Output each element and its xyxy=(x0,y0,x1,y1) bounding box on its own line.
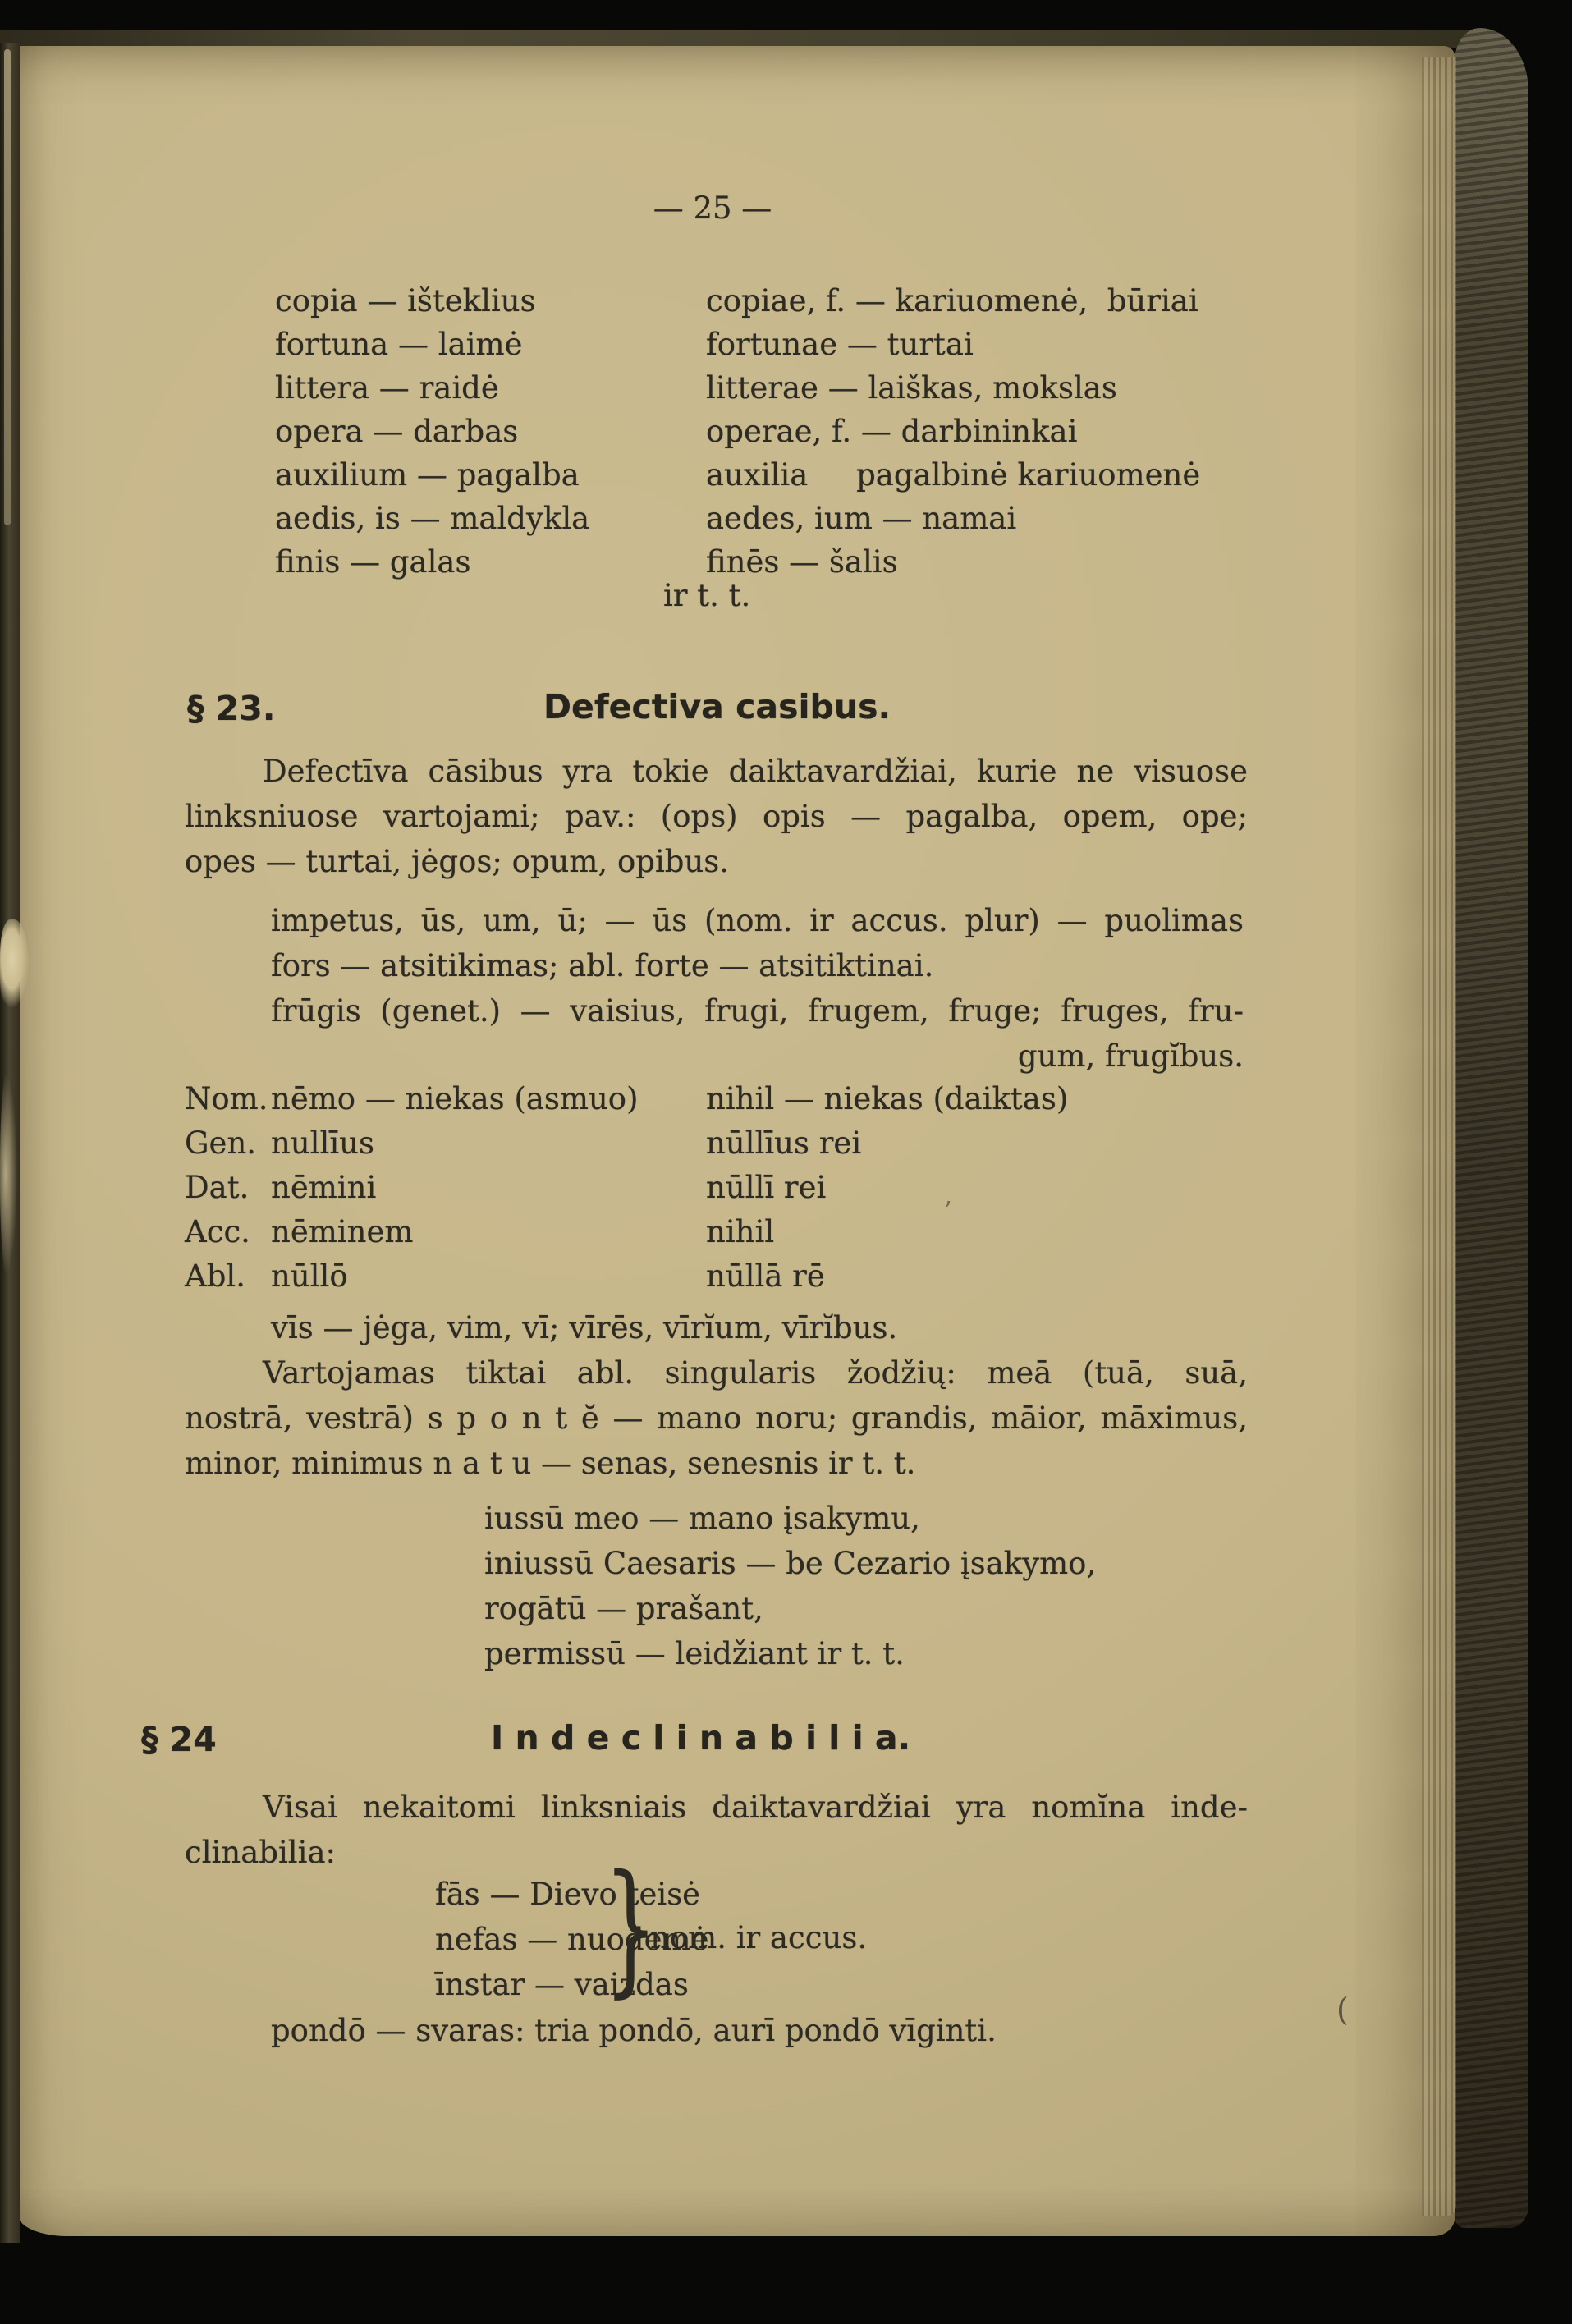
section-23-examples xyxy=(271,898,1244,1079)
paragraph-line: minor, minimus n a t u — senas, senesnis ir t. t. xyxy=(185,1446,916,1481)
vocab-item: opera — darbas xyxy=(275,414,519,449)
ablative-examples xyxy=(484,1496,1096,1676)
paragraph-line: opes — turtai, jėgos; opum, opibus. xyxy=(185,844,730,879)
page-number: — 25 — xyxy=(653,190,772,226)
declension-thing: nūllā rē xyxy=(706,1258,825,1294)
case-label: Abl. xyxy=(185,1258,245,1294)
vocab-item: littera — raidė xyxy=(275,370,499,406)
section-24-title: I n d e c l i n a b i l i a. xyxy=(491,1718,911,1758)
vocab-item: fortuna — laimė xyxy=(275,327,523,362)
paragraph-line: Defectīva cāsibus yra tokie daiktavardžiai, kurie ne visuose xyxy=(263,754,1248,789)
paragraph-line: Visai nekaitomi linksniais daiktavardžiai yra nomĭna inde- xyxy=(263,1790,1248,1825)
declension-person: nūllō xyxy=(271,1258,348,1294)
vocab-item: aedis, is — maldykla xyxy=(275,501,590,536)
page-fore-edge-stripes xyxy=(1422,57,1456,2216)
vocab-item: litterae — laiškas, mokslas xyxy=(706,370,1117,406)
declension-person: nēminem xyxy=(271,1214,414,1249)
book-cover-right-edge xyxy=(1455,28,1528,2228)
example-line: gum, frugĭbus. xyxy=(1017,1038,1244,1074)
declension-person: nullīus xyxy=(271,1125,374,1161)
declension-person: nēmini xyxy=(271,1170,377,1205)
declension-thing: nihil xyxy=(706,1214,775,1249)
vocab-column-left xyxy=(275,279,589,584)
paragraph-line: Vartojamas tiktai abl. singularis žodžių: meā (tuā, suā, xyxy=(263,1355,1248,1391)
section-24-label: § 24 xyxy=(141,1720,217,1759)
brace-note: nom. ir accus. xyxy=(650,1920,868,1955)
paragraph-line: linksniuose vartojami; pav.: (ops) opis — pagalba, opem, ope; xyxy=(185,799,1248,834)
declension-table xyxy=(185,1077,1252,1299)
vocab-item: auxilia pagalbinė kariuomenė xyxy=(706,457,1201,493)
vocab-item: copia — išteklius xyxy=(275,283,536,319)
torn-paper-fray-lower xyxy=(0,1067,18,1281)
torn-paper-fray xyxy=(0,919,30,1018)
stray-mark-apostrophe: ’ xyxy=(944,1197,952,1226)
section-23-title: Defectiva casibus. xyxy=(543,687,891,727)
example-line: rogātū — prašant, xyxy=(484,1591,763,1626)
vocab-item: operae, f. — darbininkai xyxy=(706,414,1078,449)
book-cover-top-edge xyxy=(0,30,1490,48)
vocab-item: aedes, ium — namai xyxy=(706,501,1017,536)
paragraph-line: clinabilia: xyxy=(185,1835,336,1870)
case-label: Dat. xyxy=(185,1170,250,1205)
grouping-brace: } xyxy=(603,1844,658,2011)
vocab-item: finēs — šalis xyxy=(706,544,898,580)
indeclinable-item: īnstar — vaizdas xyxy=(435,1967,689,2002)
paragraph-line: nostrā, vestrā) s p o n t ĕ — mano noru; grandis, māior, māximus, xyxy=(185,1400,1248,1436)
example-line: iniussū Caesaris — be Cezario įsakymo, xyxy=(484,1546,1097,1581)
section-23-intro-paragraph xyxy=(185,749,1248,884)
declension-thing: nūllī rei xyxy=(706,1170,827,1205)
example-line: iussū meo — mano įsakymu, xyxy=(484,1501,920,1536)
indeclinable-item: fās — Dievo teisė xyxy=(435,1877,701,1912)
example-line: fors — atsitikimas; abl. forte — atsitiktinai. xyxy=(271,948,934,983)
pondo-line: pondō — svaras: tria pondō, aurī pondō vīginti. xyxy=(271,2013,997,2048)
vocab-item: fortunae — turtai xyxy=(706,327,974,362)
example-line: impetus, ūs, um, ū; — ūs (nom. ir accus. plur) — puolimas xyxy=(271,903,1244,938)
case-label: Gen. xyxy=(185,1125,257,1161)
case-label: Acc. xyxy=(185,1214,250,1249)
vocab-column-right xyxy=(706,279,1200,584)
section-24-intro-paragraph xyxy=(185,1785,1248,1875)
example-line: frūgis (genet.) — vaisius, frugi, frugem, fruge; fruges, fru- xyxy=(271,993,1244,1029)
vocab-item: auxilium — pagalba xyxy=(275,457,580,493)
vis-line: vīs — jėga, vim, vī; vīrēs, vīrĭum, vīrĭbus. xyxy=(271,1310,898,1345)
vocab-item: copiae, f. — kariuomenė, būriai xyxy=(706,283,1198,319)
section-23-label: § 23. xyxy=(187,689,276,728)
declension-thing: nihil — niekas (daiktas) xyxy=(706,1081,1069,1116)
binding-highlight-line xyxy=(4,49,11,525)
case-label: Nom. xyxy=(185,1081,268,1116)
declension-person: nēmo — niekas (asmuo) xyxy=(271,1081,639,1116)
stray-mark-paren: ( xyxy=(1336,1992,1349,2028)
example-line: permissū — leidžiant ir t. t. xyxy=(484,1636,905,1671)
section-23-usage-paragraph xyxy=(185,1350,1248,1486)
vocab-item: finis — galas xyxy=(275,544,471,580)
vocab-etcetera: ir t. t. xyxy=(663,578,751,613)
indeclinable-item: nefas — nuodemė xyxy=(435,1922,709,1957)
declension-thing: nūllīus rei xyxy=(706,1125,862,1161)
